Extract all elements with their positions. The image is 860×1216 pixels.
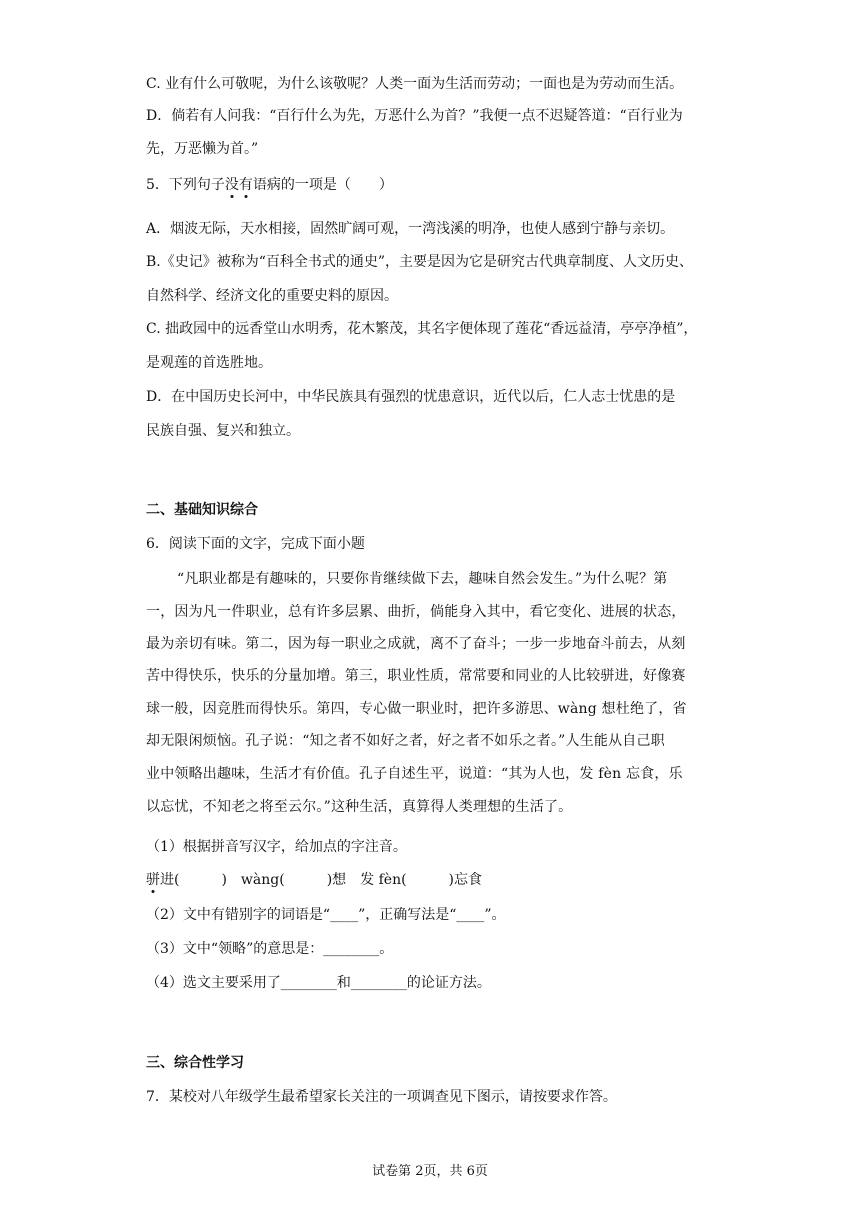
passage-line-4: 苦中得快乐，快乐的分量加增。第三，职业性质，常常要和同业的人比较骈进，好像赛 [146,668,686,684]
q5-option-d-line1: D．在中国历史长河中，中华民族具有强烈的忧患意识，近代以后，仁人志士忧患的是 [146,389,676,405]
q5-stem-a: 5．下列句子 [146,177,225,193]
q4-option-d-line2: 先，万恶懒为首。” [146,141,259,157]
section-heading-2: 二、基础知识综合 [146,502,258,518]
page-footer: 试卷第 2页，共 6页 [372,1164,488,1179]
q5-option-c-line1: C. 拙政园中的远香堂山水明秀，花木繁茂，其名字便体现了莲花“香远益清，亭亭净植”， [146,321,698,337]
q5-stem [146,175,393,195]
q4-option-c: C. 业有什么可敬呢，为什么该敬呢？人类一面为生活而劳动；一面也是为劳动而生活。 [146,76,684,92]
q7-stem: 7．某校对八年级学生最希望家长关注的一项调查见下图示，请按要求作答。 [146,1089,617,1105]
q6-sub4: （4）选文主要采用了________和________的论证方法。 [146,975,491,991]
q6-sub1-items [146,870,482,890]
emphasis-char-mei: 没 [224,177,239,193]
passage-line-8: 以忘忧，不知老之将至云尔。”这种生活，真算得人类理想的生活了。 [146,799,573,815]
section-heading-3: 三、综合性学习 [146,1055,244,1071]
q5-option-d-line2: 民族自强、复兴和独立。 [146,423,300,439]
q5-option-a: A．烟波无际，天水相接，固然旷阔可观，一湾浅溪的明净，也使人感到宁静与亲切。 [146,221,675,237]
q6-stem: 6．阅读下面的文字，完成下面小题 [146,536,365,552]
q4-option-d-line1: D．倘若有人问我：“百行什么为先，万恶什么为首？”我便一点不迟疑答道：“百行业为 [146,108,683,124]
emphasis-char-you: 有 [238,177,253,193]
passage-line-7: 业中领略出趣味，生活才有价值。孔子自述生平，说道：“其为人也，发 fèn 忘食，乐 [146,766,683,782]
q6-sub2: （2）文中有错别字的词语是“____”，正确写法是“____”。 [146,907,506,923]
q5-stem-b: 语病的一项是（ ） [252,177,393,193]
passage-line-3: 最为亲切有味。第二，因为每一职业之成就，离不了奋斗；一步一步地奋斗前去，从刻 [146,636,686,652]
q5-option-c-line2: 是观莲的首选胜地。 [146,355,272,371]
passage-line-6: 却无限闲烦恼。孔子说：“知之者不如好之者，好之者不如乐之者。”人生能从自己职 [146,733,665,749]
passage-line-5: 球一般，因竞胜而得快乐。第四，专心做一职业时，把许多游思、wàng 想杜绝了，省 [146,701,687,717]
q6-sub3: （3）文中“领略”的意思是：________。 [146,941,394,957]
q5-option-b-line1: B.《史记》被称为“百科全书式的通史”，主要是因为它是研究古代典章制度、人文历史、 [146,254,694,270]
q6-sub1: （1）根据拼音写汉字，给加点的字注音。 [146,839,407,855]
q6-sub1-blanks: 进( ) wàng( )想 发 fèn( )忘食 [160,872,483,888]
q5-option-b-line2: 自然科学、经济文化的重要史料的原因。 [146,288,398,304]
passage-line-2: 一，因为凡一件职业，总有许多层累、曲折，倘能身入其中，看它变化、进展的状态， [146,604,686,620]
emphasis-char-pian: 骈 [146,872,160,888]
passage-line-1: “凡职业都是有趣味的，只要你肯继续做下去，趣味自然会发生。”为什么呢？第 [177,571,668,587]
